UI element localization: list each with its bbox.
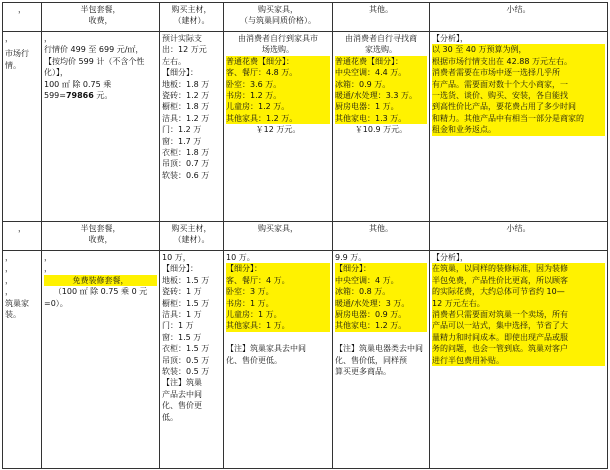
zhuchao-row: [3, 251, 608, 469]
header-cell-materials: 购买主材， （建材）。: [160, 222, 224, 251]
header-cell-materials: 购买主材， （建材）。: [160, 3, 224, 32]
header-cell-furniture: 购买家具，: [224, 222, 333, 251]
market-materials-cell: 预计实际支 出：12 万元 左右。 【细分】： 地板：1.8 万 瓷砖：1.2 万 橱柜：1.8 万 洁具：1.2 万 门：1.2 万 窗：1.7 万 衣柜：1.8 万 吊顶：0.7 万 软装：0.6 万: [160, 32, 224, 222]
header-cell-summary: 小结。: [430, 222, 608, 251]
header-row-market: [3, 3, 608, 32]
market-summary-cell: 【分析】， 以 30 至 40 万预算为例， 根据市场行情支出在 42.88 万元左右。 消费者需要在市场中逐一选择几乎所 有产品。需要面对数十个大小商家，一 一选货、谈价、购买、安装，各自能找 到高性价比产品，要花费占用了多少时间 和精力。其他产品中有相当一部分是商家的 租金和业务返点。: [430, 32, 608, 222]
zhuchao-package-cell: ， ， 免费装修套餐， （100 ㎡ 除 0.75 乘 0 元 =0）。: [42, 251, 160, 469]
zhuchao-summary-cell: 【分析】， 在筑巢，以同样的装修标准，因为装修 半包免费，产品性价比更高，所以顾客 的实际花费，大约总体可节省约 10— 12 万元左右。 消费者只需要面对筑巢一个卖场，所有 产品可以一站式，集中选择，节省了大 量精力和时间成本。即使出现产品或服 务的问题，也会一管到底。筑巢对客户 进行半包费用补贴。: [430, 251, 608, 469]
market-row: [3, 32, 608, 222]
zhuchao-row-label: ， ， ， ， 筑巢家 装。: [3, 251, 42, 469]
zhuchao-furniture-cell: 10 万。 【细分】： 客、餐厅：4 万。 卧室：3 万。 书房：1 万。 儿童房：1 万。 其他家具：1 万。 【注】筑巢家具去中间 化、售价更低。: [224, 251, 333, 469]
market-row-label: ， 市场行 情。: [3, 32, 42, 222]
market-other-cell: 由消费者自行寻找商 家选购。 普通花费【细分】： 中央空调：4.4 万。 冰箱：0.9 万。 暖通/水处理：3.3 万。 厨房电器：1 万。 其他家电：1.3 万。 ￥10.9 万元。: [333, 32, 430, 222]
header-cell-package: 半包套餐， 收费，: [42, 222, 160, 251]
header-cell-blank: ，: [3, 222, 42, 251]
market-furniture-cell: 由消费者自行到家具市 场选购。 普通花费【细分】： 客、餐厅：4.8 万。 卧室：3.6 万。 书房：1.2 万。 儿童房：1.2 万。 其他家具：1.2 万。 ￥12 万元。: [224, 32, 333, 222]
market-package-cell: ， 行情价 499 至 699 元/㎡， 【按均价 599 计（不含个性化）】， 100 ㎡ 除 0.75 乘 599=79866 元。: [42, 32, 160, 222]
header-cell-other: 其他。: [333, 222, 430, 251]
header-cell-furniture: 购买家具， （与筑巢同质价格）。: [224, 3, 333, 32]
zhuchao-other-cell: 9.9 万。 【细分】： 中央空调：4 万。 冰箱：0.8 万。 暖通/水处理：3 万。 厨房电器：0.9 万。 其他家电：1.2 万。 【注】筑巢电器类去中间 化、售价低，同样预 算买更多商品。: [333, 251, 430, 469]
header-cell-other: 其他。: [333, 3, 430, 32]
header-cell-blank: ，: [3, 3, 42, 32]
comparison-document: [2, 2, 607, 468]
zhuchao-materials-cell: 10 万， 【细分】： 地板：1.5 万 瓷砖：1 万 橱柜：1.5 万 洁具：1 万 门：1 万 窗：1.5 万 衣柜：1.5 万 吊顶：0.5 万 软装：0.5 万 【注】筑巢 产品去中间 化、售价更 低。: [160, 251, 224, 469]
header-cell-summary: 小结。: [430, 3, 608, 32]
header-row-zhuchao: [3, 222, 608, 251]
cost-comparison-table: [2, 2, 608, 469]
header-cell-package: 半包套餐， 收费，: [42, 3, 160, 32]
